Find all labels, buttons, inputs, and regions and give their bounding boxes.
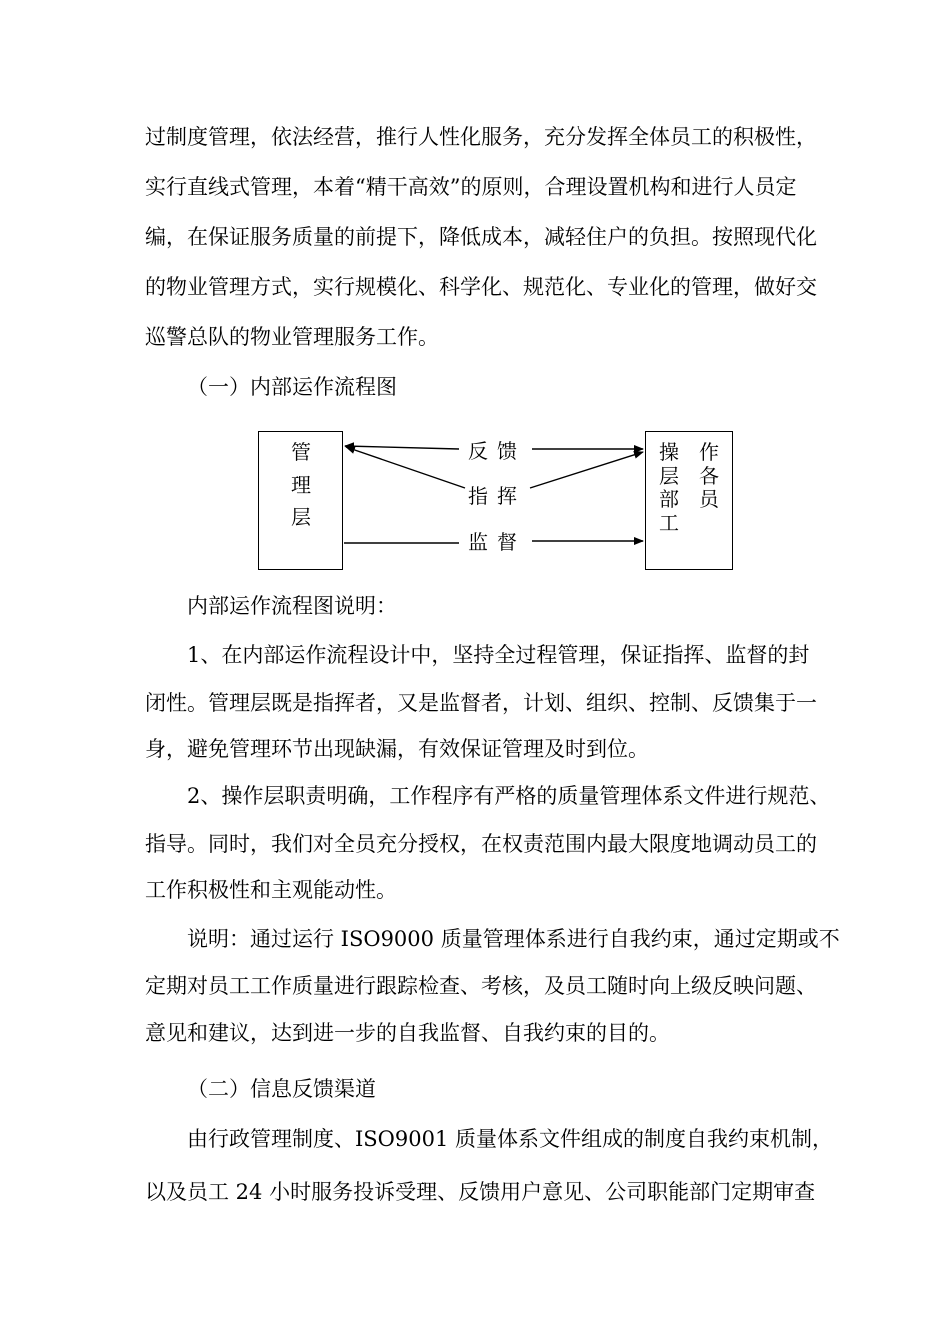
management-char: 管 [291,440,311,464]
paragraph-line: 过制度管理，依法经营，推行人性化服务，充分发挥全体员工的积极性， [145,125,817,149]
operations-char: 部 [659,487,679,511]
operations-char: 工 [659,511,679,535]
paragraph-line: 工作积极性和主观能动性。 [145,878,397,902]
management-char: 理 [291,473,311,497]
feedback-label: 反馈 [468,439,526,463]
paragraph-line: 巡警总队的物业管理服务工作。 [145,325,439,349]
operations-char: 操 [659,440,679,464]
command-arrow-left [346,447,465,488]
paragraph-line: 的物业管理方式，实行规模化、科学化、规范化、专业化的管理，做好交 [145,275,817,299]
paragraph-line: 以及员工 24 小时服务投诉受理、反馈用户意见、公司职能部门定期审查 [145,1180,816,1204]
operations-char: 层 [659,464,679,488]
paragraph-line: 1、在内部运作流程设计中，坚持全过程管理，保证指挥、监督的封 [187,643,810,667]
supervise-label: 监督 [468,530,526,554]
command-label: 指挥 [468,484,526,508]
operations-char: 员 [699,487,719,511]
section-heading: （二）信息反馈渠道 [187,1077,376,1101]
paragraph-line: 实行直线式管理，本着“精干高效”的原则，合理设置机构和进行人员定 [145,175,797,199]
paragraph-line: 由行政管理制度、ISO9001 质量体系文件组成的制度自我约束机制， [187,1127,834,1151]
command-arrow-right [530,452,643,488]
diagram-caption: 内部运作流程图说明： [187,594,397,618]
operations-char: 作 [699,440,719,464]
operations-char: 各 [699,464,719,488]
management-char: 层 [291,505,311,529]
paragraph-line: 指导。同时，我们对全员充分授权，在权责范围内最大限度地调动员工的 [145,832,817,856]
paragraph-line: 编，在保证服务质量的前提下，降低成本，减轻住户的负担。按照现代化 [145,225,817,249]
paragraph-line: 闭性。管理层既是指挥者，又是监督者，计划、组织、控制、反馈集于一 [145,691,817,715]
section-heading: （一）内部运作流程图 [187,375,397,399]
paragraph-line: 身，避免管理环节出现缺漏，有效保证管理及时到位。 [145,737,649,761]
paragraph-line: 意见和建议，达到进一步的自我监督、自我约束的目的。 [145,1021,670,1045]
paragraph-line: 2、操作层职责明确，工作程序有严格的质量管理体系文件进行规范、 [187,784,831,808]
feedback-arrow-left [345,446,459,449]
paragraph-line: 说明：通过运行 ISO9000 质量管理体系进行自我约束，通过定期或不 [187,927,840,951]
paragraph-line: 定期对员工工作质量进行跟踪检查、考核，及员工随时向上级反映问题、 [145,974,817,998]
